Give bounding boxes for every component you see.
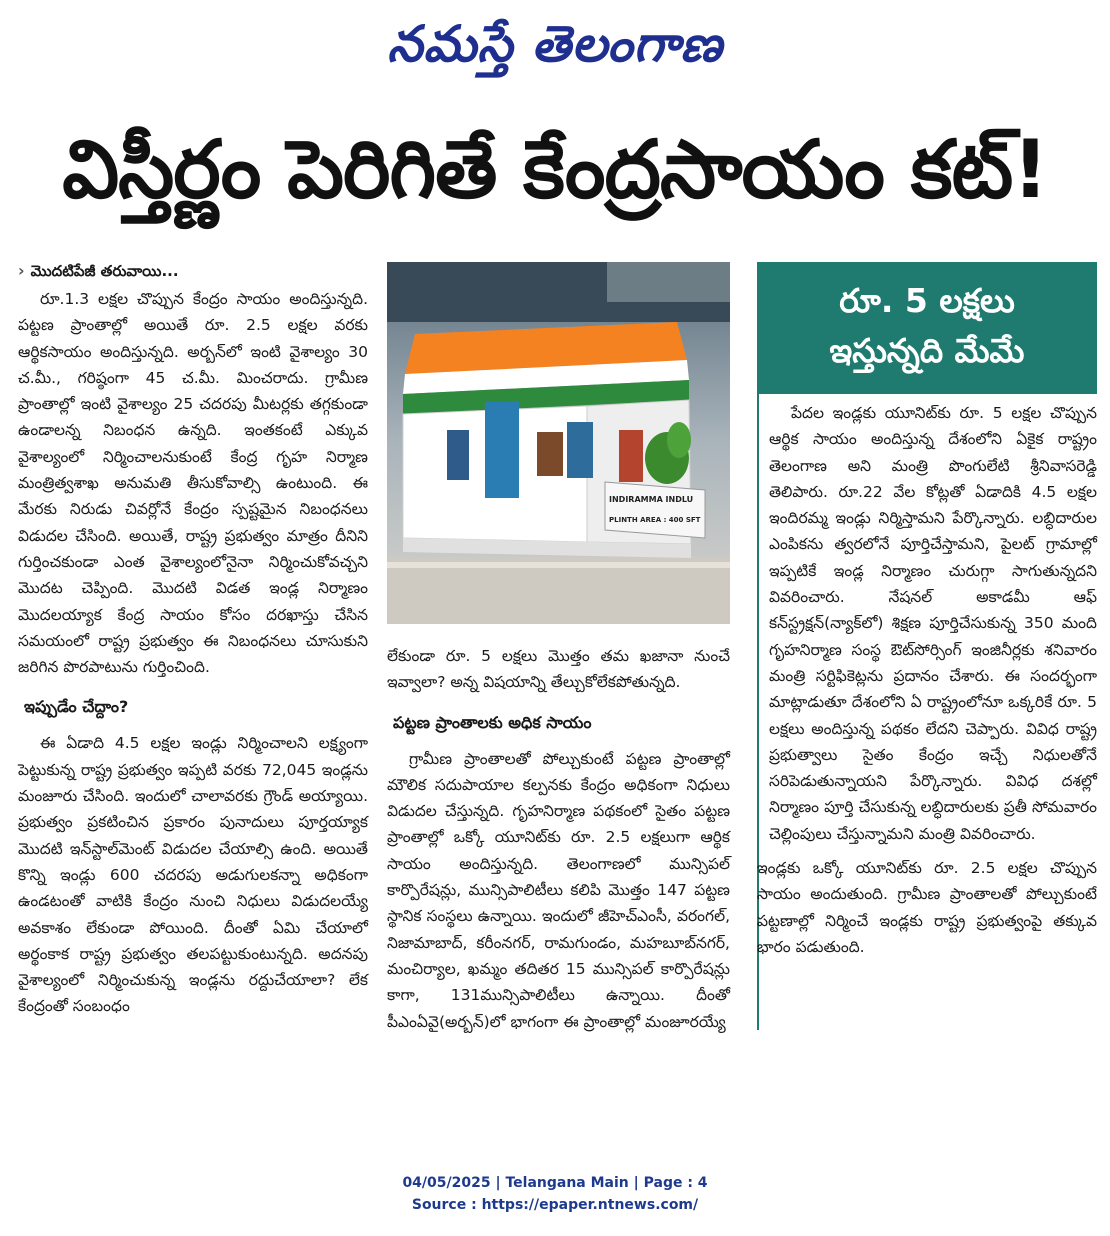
article-photo bbox=[387, 262, 730, 624]
house-model-image bbox=[387, 262, 730, 624]
box-title-line-2: ఇస్తున్నది మేమే bbox=[829, 331, 1025, 370]
section-subheading: పట్టణ ప్రాంతాలకు అధిక సాయం bbox=[393, 712, 592, 732]
footer-date-line: 04/05/2025 | Telangana Main | Page : 4 bbox=[402, 1175, 708, 1191]
sign-line-1: INDIRAMMA INDLU bbox=[609, 495, 694, 504]
footer-source-line: Source : https://epaper.ntnews.com/ bbox=[411, 1197, 699, 1213]
page-footer bbox=[0, 1172, 1110, 1216]
paragraph: లేకుండా రూ. 5 లక్షలు మొత్తం తమ ఖజానా నుంచే ఇవ్వాలా? అన్న విషయాన్ని తేల్చుకోలేకపోతున్నది. bbox=[387, 647, 730, 692]
sign-line-2: PLINTH AREA : 400 SFT bbox=[609, 516, 701, 524]
paragraph: రూ.1.3 లక్షల చొప్పున కేంద్రం సాయం అందిస్తున్నది. పట్టణ ప్రాంతాల్లో అయితే రూ. 2.5 లక్షల వరకు ఆర్థికసాయం అందిస్తున్నది. అర్బన్‌లో ఇంటి వైశాల్యం 30 చ.మీ., గరిష్ఠంగా 45 చ.మీ. మించరాదు. గ్రామీణ ప్రాంతాల్లో ఇంటి వైశాల్యం 25 చదరపు మీటర్లకు తగ్గకుండా ఉండాలన్న నిబంధన ఉన్నది. ఇంతకంటే ఎక్కువ వైశాల్యంలో నిర్మించాలనుకుంటే కేంద్ర గృహ నిర్మాణ మంత్రిత్వశాఖ అనుమతి తీసుకోవాల్సి ఉంటుంది. ఈ మేరకు నిరుడు చివర్లోనే కేంద్రం స్పష్టమైన నిబంధనలు విడుదల చేసింది. అయితే, రాష్ట్ర ప్రభుత్వం మాత్రం దీనిని గుర్తించకుండా ఎంత వైశాల్యంలోనైనా నిర్మించుకోవచ్చని మొదట చెప్పింది. మొదటి విడత ఇండ్ల నిర్మాణం మొదలయ్యాక కేంద్ర సాయం కోసం దరఖాస్తు చేసిన సమయంలో రాష్ట్ర ప్రభుత్వం ఈ నిబంధనలు చూసుకుని జరిగిన పొరపాటును గుర్తించింది. bbox=[18, 290, 368, 677]
box-paragraph: పేదల ఇండ్లకు యూనిట్‌కు రూ. 5 లక్షల చొప్పున ఆర్థిక సాయం అందిస్తున్న దేశంలోని ఏకైక రాష్ట్రం తెలంగాణ అని మంత్రి పొంగులేటి శ్రీనివాసరెడ్డి తెలిపారు. రూ.22 వేల కోట్లతో ఏడాదికి 4.5 లక్షల ఇందిరమ్మ ఇండ్లు నిర్మిస్తామని పేర్కొన్నారు. లబ్ధిదారుల ఎంపికను త్వరలోనే పూర్తిచేస్తామని, పైలట్ గ్రామాల్లో ఇప్పటికే ఇండ్ల నిర్మాణం చురుగ్గా సాగుతున్నదని వివరించారు. నేషనల్ అకాడమీ ఆఫ్ కన్‌స్ట్రక్షన్(న్యాక్‌లో) శిక్షణ పూర్తిచేసుకున్న 350 మంది గృహనిర్మాణ సంస్థ ఔట్‌సోర్సింగ్ ఇంజినీర్లకు శనివారం మంత్రి సర్టిఫికెట్లను ప్రదానం చేశారు. ఈ సందర్భంగా మాట్లాడుతూ దేశంలోని ఏ రాష్ట్రంలోనూ ఒక్కరికే రూ. 5 లక్షలు అందిస్తున్న పథకం లేదని చెప్పారు. వివిధ రాష్ట్ర ప్రభుత్వాలు సైతం కేంద్రం ఇచ్చే నిధులతోనే సరిపెడుతున్నాయని పేర్కొన్నారు. వివిధ దశల్లో నిర్మాణం పూర్తి చేసుకున్న లబ్ధిదారులకు ప్రతీ సోమవారం చెల్లింపులు చేస్తున్నామని మంత్రి వివరించారు. bbox=[769, 404, 1097, 843]
paragraph: గ్రామీణ ప్రాంతాలతో పోల్చుకుంటే పట్టణ ప్రాంతాల్లో మౌలిక సదుపాయాల కల్పనకు కేంద్రం అధికంగా నిధులు విడుదల చేస్తున్నది. గృహనిర్మాణ పథకంలో సైతం పట్టణ ప్రాంతాల్లో ఒక్కో యూనిట్‌కు రూ. 2.5 లక్షలుగా ఆర్థిక సాయం అందిస్తున్నది. తెలంగాణలో మున్సిపల్ కార్పొరేషన్లు, మున్సిపాలిటీలు కలిపి మొత్తం 147 పట్టణ స్థానిక సంస్థలు ఉన్నాయి. ఇందులో జీహెచ్‌ఎంసీ, వరంగల్, నిజామాబాద్, కరీంనగర్, రామగుండం, మహబూబ్‌నగర్, మంచిర్యాల, ఖమ్మం తదితర 15 మున్సిపల్ కార్పొరేషన్లు కాగా, 131మున్సిపాలిటీలు ఉన్నాయి. దీంతో పీఎంఏవై(అర్బన్)లో భాగంగా ఈ ప్రాంతాల్లో మంజూరయ్యే bbox=[387, 749, 730, 1031]
continued-from-front-page bbox=[18, 258, 368, 284]
paragraph: ఈ ఏడాది 4.5 లక్షల ఇండ్లు నిర్మించాలని లక్ష్యంగా పెట్టుకున్న రాష్ట్ర ప్రభుత్వం ఇప్పటి వరకు 72,045 ఇండ్లను మంజూరు చేసింది. ఇందులో చాలావరకు గ్రౌండ్ అయ్యాయి. ప్రభుత్వం ప్రకటించిన ప్రకారం పునాదులు పూర్తయ్యాక మొదటి ఇన్‌స్టాల్‌మెంట్ విడుదల చేయాల్సి ఉంది. అయితే కొన్ని ఇండ్లు 600 చదరపు అడుగులకన్నా అధికంగా ఉండటంతో వాటికి కేంద్రం నుంచి నిధులు విడుదలయ్యే అవకాశం లేకుండా పోయింది. దీంతో ఏమి చేయాలో అర్థంకాక రాష్ట్ర ప్రభుత్వం తలపట్టుకుంటున్నది. అదనపు వైశాల్యంలో నిర్మించుకున్న ఇండ్లను రద్దుచేయాలా? లేక కేంద్రంతో సంబంధం bbox=[18, 734, 368, 1016]
paragraph: ఇండ్లకు ఒక్కో యూనిట్‌కు రూ. 2.5 లక్షల చొప్పున సాయం అందుతుంది. గ్రామీణ ప్రాంతాలతో పోల్చుకుంటే పట్టణాల్లో నిర్మించే ఇండ్లకు రాష్ట్ర ప్రభుత్వంపై తక్కువ భారం పడుతుంది. bbox=[757, 859, 1097, 956]
article-column-2 bbox=[387, 643, 730, 1148]
article-column-1 bbox=[18, 258, 368, 1148]
chevron-right-icon: › bbox=[18, 261, 25, 280]
box-title-line-1: రూ. 5 లక్షలు bbox=[839, 281, 1015, 320]
article-headline: విస్తీర్ణం పెరిగితే కేంద్రసాయం కట్! bbox=[62, 123, 1048, 216]
sidebar-box-title bbox=[757, 262, 1097, 394]
section-subheading: ఇప్పుడేం చేద్దాం? bbox=[24, 697, 129, 717]
continued-label: మొదటిపేజీ తరువాయి... bbox=[30, 262, 179, 280]
newspaper-masthead: నమస్తే తెలంగాణ bbox=[387, 14, 723, 73]
article-column-3 bbox=[757, 400, 1097, 1140]
